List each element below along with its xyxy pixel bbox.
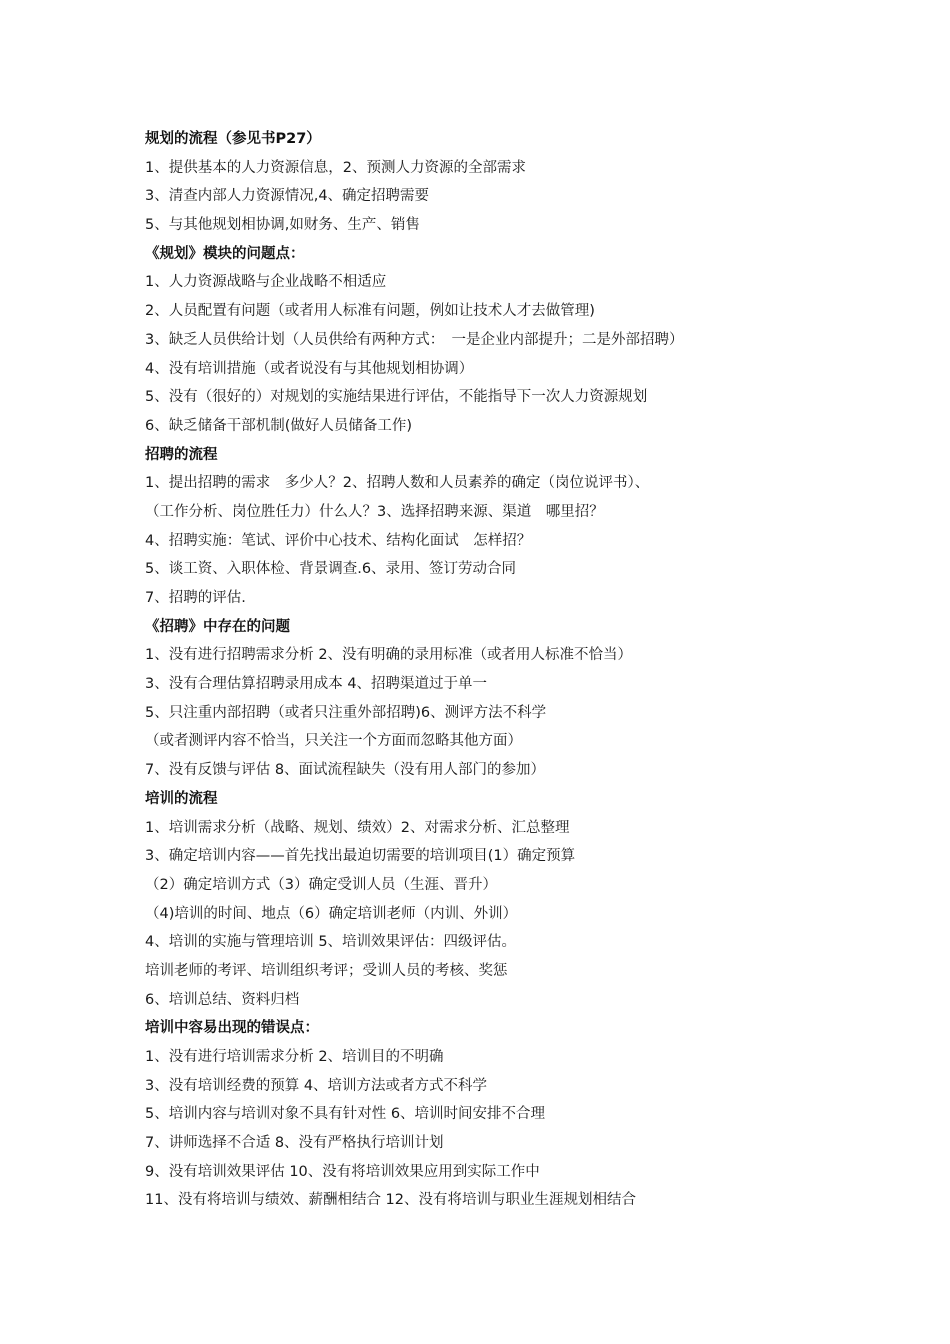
text-line: 4、培训的实施与管理培训 5、培训效果评估：四级评估。 — [145, 934, 517, 951]
section-heading: 培训中容易出现的错误点： — [145, 1020, 319, 1037]
section-planning-process — [145, 125, 845, 240]
text-line: 11、没有将培训与绩效、薪酬相结合 12、没有将培训与职业生涯规划相结合 — [145, 1192, 637, 1209]
text-line: 9、没有培训效果评估 10、没有将培训效果应用到实际工作中 — [145, 1163, 540, 1180]
text-line: 1、提出招聘的需求 多少人？2、招聘人数和人员素养的确定（岗位说评书）、 — [145, 475, 650, 492]
text-line: （2）确定培训方式（3）确定受训人员（生涯、晋升） — [145, 876, 497, 893]
text-line: 1、没有进行培训需求分析 2、培训目的不明确 — [145, 1049, 444, 1065]
text-line: 1、培训需求分析（战略、规划、绩效）2、对需求分析、汇总整理 — [145, 819, 570, 836]
text-line: 4、招聘实施：笔试、评价中心技术、结构化面试 怎样招？ — [145, 532, 532, 549]
section-heading: 规划的流程（参见书P27） — [145, 131, 321, 147]
text-line: 1、人力资源战略与企业战略不相适应 — [145, 274, 387, 291]
text-line: 1、提供基本的人力资源信息，2、预测人力资源的全部需求 — [145, 159, 526, 176]
section-heading: 培训的流程 — [145, 790, 218, 807]
text-line: 6、培训总结、资料归档 — [145, 991, 300, 1008]
text-line: 5、与其他规划相协调,如财务、生产、销售 — [145, 217, 420, 234]
section-recruitment-process — [145, 441, 845, 613]
text-line: 5、只注重内部招聘（或者只注重外部招聘)6、测评方法不科学 — [145, 704, 547, 721]
text-line: 3、没有合理估算招聘录用成本 4、招聘渠道过于单一 — [145, 676, 488, 693]
text-line: 5、没有（很好的）对规划的实施结果进行评估，不能指导下一次人力资源规划 — [145, 389, 648, 406]
text-line: 2、人员配置有问题（或者用人标准有问题，例如让技术人才去做管理) — [145, 303, 595, 320]
text-line: 培训老师的考评、培训组织考评；受训人员的考核、奖惩 — [145, 962, 508, 979]
text-line: 7、招聘的评估. — [145, 590, 246, 606]
text-line: 4、没有培训措施（或者说没有与其他规划相协调） — [145, 360, 474, 377]
text-line: （4)培训的时间、地点（6）确定培训老师（内训、外训） — [145, 905, 518, 922]
section-training-errors — [145, 1014, 845, 1215]
text-line: 3、没有培训经费的预算 4、培训方法或者方式不科学 — [145, 1077, 488, 1094]
text-line: 7、没有反馈与评估 8、面试流程缺失（没有用人部门的参加） — [145, 762, 546, 779]
text-line: 1、没有进行招聘需求分析 2、没有明确的录用标准（或者用人标准不恰当） — [145, 647, 633, 664]
text-line: 7、讲师选择不合适 8、没有严格执行培训计划 — [145, 1135, 444, 1152]
text-line: 3、确定培训内容——首先找出最迫切需要的培训项目(1）确定预算 — [145, 848, 576, 865]
text-line: 6、缺乏储备干部机制(做好人员储备工作) — [145, 417, 413, 434]
section-planning-problems — [145, 240, 845, 441]
section-recruitment-problems — [145, 613, 845, 785]
text-line: 5、培训内容与培训对象不具有针对性 6、培训时间安排不合理 — [145, 1106, 546, 1123]
section-training-process — [145, 785, 845, 1015]
text-line: （或者测评内容不恰当，只关注一个方面而忽略其他方面） — [145, 733, 522, 750]
text-line: 3、缺乏人员供给计划（人员供给有两种方式： 一是企业内部提升；二是外部招聘） — [145, 331, 684, 348]
section-heading: 招聘的流程 — [145, 446, 218, 463]
text-line: 5、谈工资、入职体检、背景调查.6、录用、签订劳动合同 — [145, 561, 517, 578]
text-line: 3、清查内部人力资源情况,4、确定招聘需要 — [145, 188, 430, 205]
document-body — [145, 125, 845, 1215]
section-heading: 《规划》模块的问题点： — [145, 245, 305, 262]
text-line: （工作分析、岗位胜任力）什么人？3、选择招聘来源、渠道 哪里招？ — [145, 503, 604, 520]
section-heading: 《招聘》中存在的问题 — [145, 618, 290, 635]
